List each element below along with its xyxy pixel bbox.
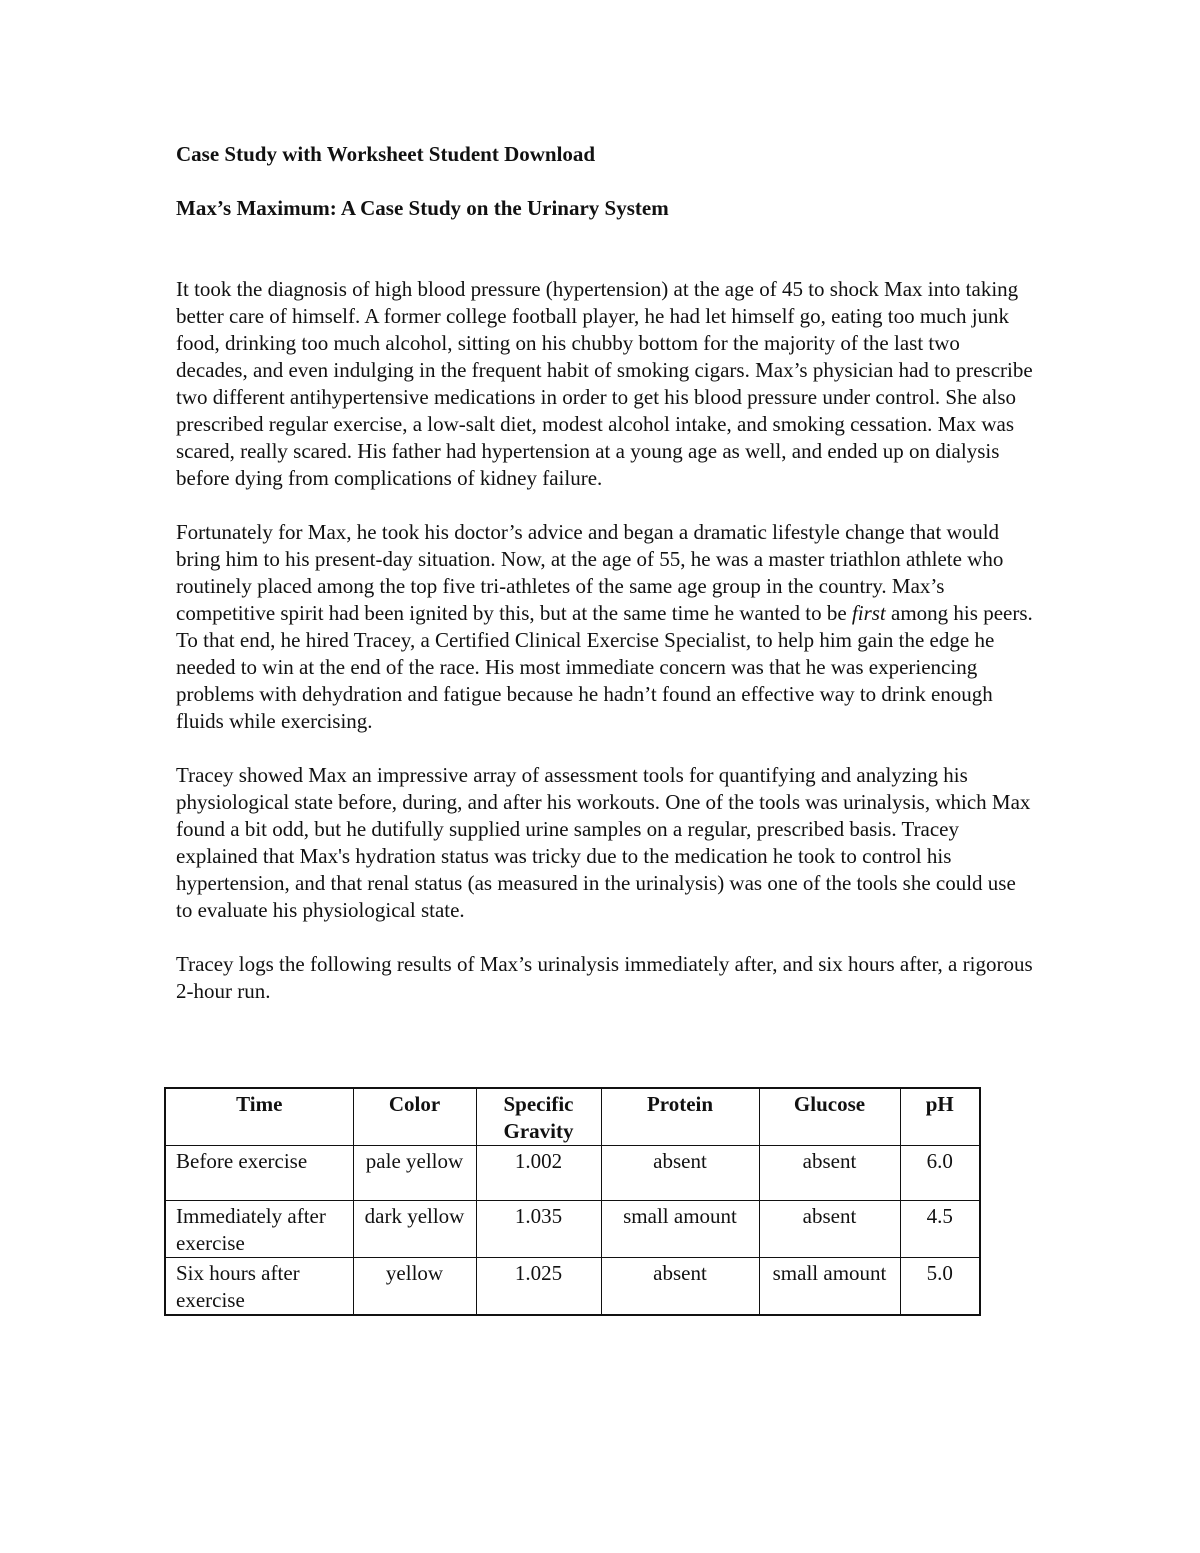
document-body: [176, 141, 1036, 1005]
header-protein: Protein: [601, 1088, 759, 1146]
header-time: Time: [165, 1088, 353, 1146]
urinalysis-table: [164, 1087, 981, 1316]
header-ph: pH: [900, 1088, 980, 1146]
table-row: [165, 1201, 980, 1258]
header-color: Color: [353, 1088, 476, 1146]
paragraph-lifestyle-part-2: among his peers. To that end, he hired Tracey, a Certified Clinical Exercise Specialist, to help him gain the edge he needed to win at the end of the race. His most immediate concern was that he was experiencing problems with dehydration and fatigue because he hadn’t found an effective way to drink enough fluids while exercising.: [176, 601, 1033, 733]
cell-ph: 4.5: [900, 1201, 980, 1258]
cell-glucose: small amount: [759, 1258, 900, 1316]
paragraph-assessment: Tracey showed Max an impressive array of assessment tools for quantifying and analyzing his physiological state before, during, and after his workouts. One of the tools was urinalysis, which Max found a bit odd, but he dutifully supplied urine samples on a regular, prescribed basis. Tracey explained that Max's hydration status was tricky due to the medication he took to control his hypertension, and that renal status (as measured in the urinalysis) was one of the tools she could use to evaluate his physiological state.: [176, 763, 1031, 922]
document-title: Case Study with Worksheet Student Download: [176, 142, 596, 166]
paragraph-intro: It took the diagnosis of high blood pressure (hypertension) at the age of 45 to shock Max into taking better care of himself. A former college football player, he had let himself go, eating too much junk food, drinking too much alcohol, sitting on his chubby bottom for the majority of the last two decades, and even indulging in the frequent habit of smoking cigars. Max’s physician had to prescribe two different antihypertensive medications in order to get his blood pressure under control. She also prescribed regular exercise, a low-salt diet, modest alcohol intake, and smoking cessation. Max was scared, really scared. His father had hypertension at a young age as well, and ended up on dialysis before dying from complications of kidney failure.: [176, 277, 1033, 490]
cell-time: Immediately after exercise: [165, 1201, 353, 1258]
paragraph-lifestyle-part-1: Fortunately for Max, he took his doctor’s advice and began a dramatic lifestyle change that would bring him to his present-day situation. Now, at the age of 55, he was a master triathlon athlete who routinely placed among the top five tri-athletes of the same age group in the country. Max’s competitive spirit had been ignited by this, but at the same time he wanted to be: [176, 520, 1004, 625]
case-study-title: Max’s Maximum: A Case Study on the Urinary System: [176, 196, 669, 220]
paragraph-lifestyle: [176, 519, 1036, 735]
cell-glucose: absent: [759, 1146, 900, 1201]
cell-time: Before exercise: [165, 1146, 353, 1201]
cell-protein: small amount: [601, 1201, 759, 1258]
table-row: [165, 1146, 980, 1201]
header-specific-gravity: Specific Gravity: [476, 1088, 601, 1146]
cell-color: dark yellow: [353, 1201, 476, 1258]
paragraph-results-intro: Tracey logs the following results of Max’s urinalysis immediately after, and six hours after, a rigorous 2-hour run.: [176, 952, 1033, 1003]
table-header-row: [165, 1088, 980, 1146]
cell-protein: absent: [601, 1146, 759, 1201]
table-row: [165, 1258, 980, 1316]
cell-time: Six hours after exercise: [165, 1258, 353, 1316]
cell-color: pale yellow: [353, 1146, 476, 1201]
cell-ph: 5.0: [900, 1258, 980, 1316]
cell-specific-gravity: 1.025: [476, 1258, 601, 1316]
cell-specific-gravity: 1.002: [476, 1146, 601, 1201]
cell-color: yellow: [353, 1258, 476, 1316]
urinalysis-table-wrapper: [164, 1087, 979, 1316]
cell-protein: absent: [601, 1258, 759, 1316]
cell-specific-gravity: 1.035: [476, 1201, 601, 1258]
emphasis-first: first: [851, 601, 886, 625]
cell-glucose: absent: [759, 1201, 900, 1258]
header-glucose: Glucose: [759, 1088, 900, 1146]
cell-ph: 6.0: [900, 1146, 980, 1201]
